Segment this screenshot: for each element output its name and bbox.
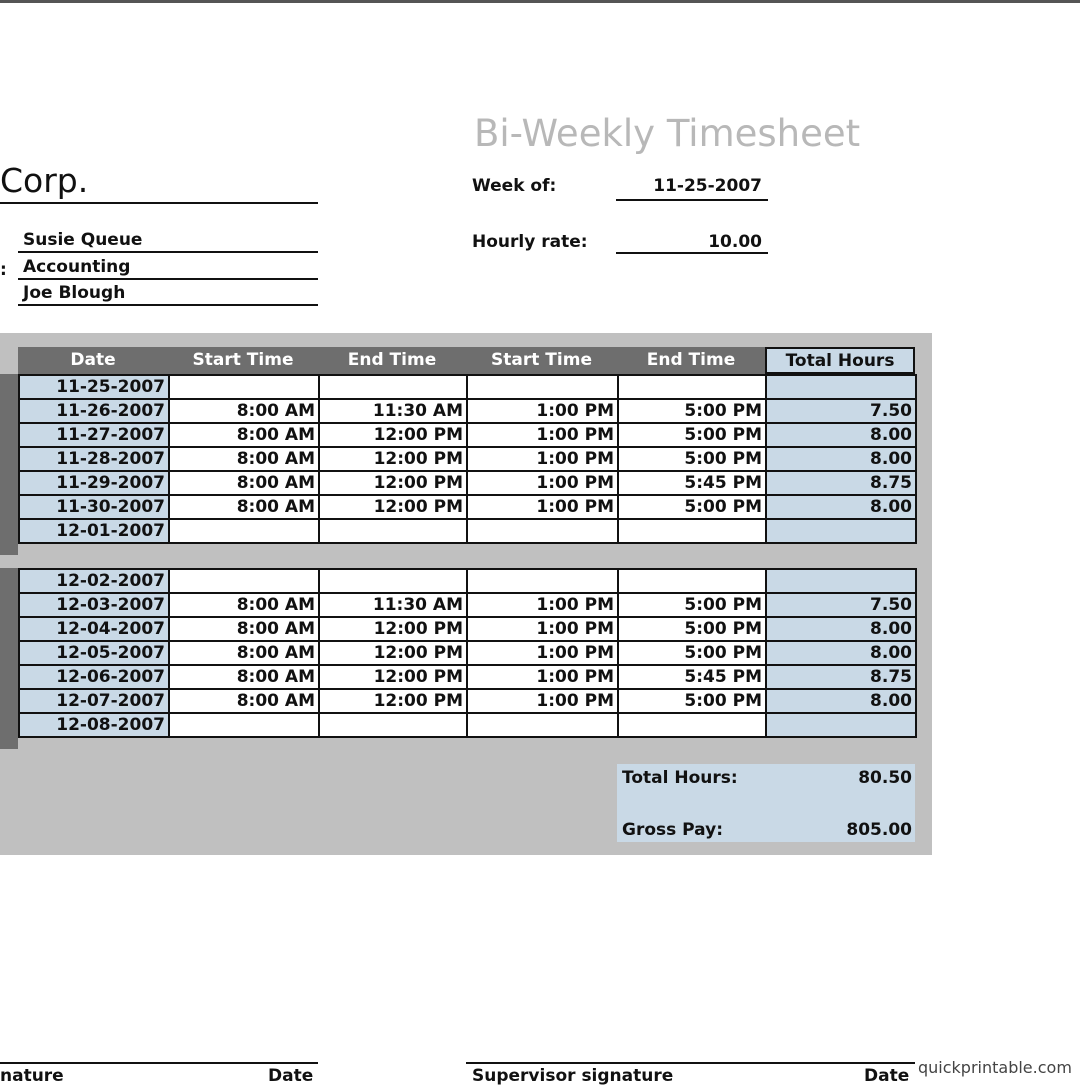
total-hours-cell: 8.75 — [766, 471, 916, 495]
start-time-2-cell[interactable]: 1:00 PM — [467, 447, 618, 471]
start-time-1-cell[interactable]: 8:00 AM — [169, 447, 319, 471]
start-time-2-cell[interactable]: 1:00 PM — [467, 617, 618, 641]
gross-pay-label: Gross Pay: — [622, 820, 724, 840]
department-label-fragment: : — [0, 260, 7, 280]
date-cell: 11-25-2007 — [19, 375, 169, 399]
start-time-2-cell[interactable]: 1:00 PM — [467, 689, 618, 713]
total-hours-label: Total Hours: — [622, 768, 738, 788]
header-total-hours: Total Hours — [765, 347, 915, 374]
employee-date-label: Date — [268, 1066, 314, 1086]
start-time-1-cell[interactable]: 8:00 AM — [169, 665, 319, 689]
start-time-2-cell[interactable]: 1:00 PM — [467, 495, 618, 519]
supervisor-field[interactable]: Joe Blough — [18, 283, 318, 306]
watermark: quickprintable.com — [918, 1058, 1072, 1077]
date-cell: 12-04-2007 — [19, 617, 169, 641]
end-time-1-cell[interactable]: 12:00 PM — [319, 689, 467, 713]
start-time-1-cell[interactable] — [169, 519, 319, 543]
total-hours-cell: 8.00 — [766, 641, 916, 665]
date-cell: 12-01-2007 — [19, 519, 169, 543]
table-row — [19, 375, 916, 399]
end-time-2-cell[interactable]: 5:45 PM — [618, 471, 766, 495]
end-time-2-cell[interactable]: 5:45 PM — [618, 665, 766, 689]
table-row — [19, 471, 916, 495]
date-cell: 12-03-2007 — [19, 593, 169, 617]
total-hours-cell: 8.00 — [766, 617, 916, 641]
end-time-1-cell[interactable]: 12:00 PM — [319, 471, 467, 495]
hourly-rate-value[interactable]: 10.00 — [616, 232, 768, 254]
end-time-1-cell[interactable]: 12:00 PM — [319, 665, 467, 689]
start-time-1-cell[interactable]: 8:00 AM — [169, 641, 319, 665]
total-hours-value: 80.50 — [858, 768, 912, 788]
total-hours-cell — [766, 569, 916, 593]
table-row — [19, 617, 916, 641]
header-start-time-1: Start Time — [168, 347, 318, 374]
start-time-2-cell[interactable]: 1:00 PM — [467, 641, 618, 665]
page-title: Bi-Weekly Timesheet — [474, 112, 861, 155]
date-cell: 12-02-2007 — [19, 569, 169, 593]
week1-sidebar — [0, 374, 18, 555]
week2-table — [18, 568, 917, 738]
table-row — [19, 689, 916, 713]
gross-pay-value: 805.00 — [846, 820, 912, 840]
header-start-time-2: Start Time — [466, 347, 617, 374]
date-cell: 12-08-2007 — [19, 713, 169, 737]
start-time-1-cell[interactable]: 8:00 AM — [169, 423, 319, 447]
start-time-1-cell[interactable]: 8:00 AM — [169, 495, 319, 519]
header-date: Date — [18, 347, 168, 374]
start-time-2-cell[interactable]: 1:00 PM — [467, 399, 618, 423]
start-time-2-cell[interactable]: 1:00 PM — [467, 665, 618, 689]
table-row — [19, 447, 916, 471]
start-time-2-cell[interactable] — [467, 569, 618, 593]
start-time-1-cell[interactable]: 8:00 AM — [169, 617, 319, 641]
supervisor-signature-label: Supervisor signature — [472, 1066, 674, 1086]
week2-sidebar — [0, 568, 18, 749]
start-time-1-cell[interactable]: 8:00 AM — [169, 689, 319, 713]
start-time-1-cell[interactable] — [169, 713, 319, 737]
start-time-2-cell[interactable] — [467, 375, 618, 399]
date-cell: 11-27-2007 — [19, 423, 169, 447]
table-row — [19, 713, 916, 737]
end-time-2-cell[interactable] — [618, 519, 766, 543]
end-time-2-cell[interactable]: 5:00 PM — [618, 399, 766, 423]
department-field[interactable]: Accounting — [18, 257, 318, 280]
end-time-1-cell[interactable]: 12:00 PM — [319, 447, 467, 471]
total-hours-cell: 7.50 — [766, 593, 916, 617]
employee-signature-label: nature — [0, 1066, 64, 1086]
header-end-time-1: End Time — [318, 347, 466, 374]
start-time-1-cell[interactable]: 8:00 AM — [169, 593, 319, 617]
end-time-2-cell[interactable] — [618, 713, 766, 737]
end-time-2-cell[interactable]: 5:00 PM — [618, 423, 766, 447]
total-hours-cell — [766, 519, 916, 543]
table-row — [19, 423, 916, 447]
end-time-1-cell[interactable] — [319, 375, 467, 399]
date-cell: 11-26-2007 — [19, 399, 169, 423]
start-time-1-cell[interactable] — [169, 569, 319, 593]
end-time-1-cell[interactable] — [319, 569, 467, 593]
table-row — [19, 665, 916, 689]
end-time-2-cell[interactable]: 5:00 PM — [618, 641, 766, 665]
table-row — [19, 519, 916, 543]
start-time-2-cell[interactable]: 1:00 PM — [467, 593, 618, 617]
start-time-2-cell[interactable]: 1:00 PM — [467, 471, 618, 495]
end-time-2-cell[interactable]: 5:00 PM — [618, 447, 766, 471]
total-hours-cell — [766, 713, 916, 737]
hourly-rate-label: Hourly rate: — [472, 232, 588, 252]
week-of-label: Week of: — [472, 176, 557, 196]
start-time-2-cell[interactable] — [467, 519, 618, 543]
table-row — [19, 593, 916, 617]
end-time-1-cell[interactable]: 12:00 PM — [319, 423, 467, 447]
end-time-1-cell[interactable]: 11:30 AM — [319, 593, 467, 617]
end-time-1-cell[interactable]: 12:00 PM — [319, 617, 467, 641]
employee-name-field[interactable]: Susie Queue — [18, 230, 318, 253]
start-time-1-cell[interactable] — [169, 375, 319, 399]
supervisor-date-label: Date — [864, 1066, 910, 1086]
end-time-1-cell[interactable] — [319, 519, 467, 543]
end-time-2-cell[interactable] — [618, 375, 766, 399]
header-end-time-2: End Time — [617, 347, 765, 374]
date-cell: 12-07-2007 — [19, 689, 169, 713]
end-time-1-cell[interactable]: 12:00 PM — [319, 641, 467, 665]
table-row — [19, 641, 916, 665]
table-row — [19, 399, 916, 423]
end-time-2-cell[interactable] — [618, 569, 766, 593]
total-hours-cell — [766, 375, 916, 399]
end-time-2-cell[interactable]: 5:00 PM — [618, 617, 766, 641]
end-time-1-cell[interactable]: 12:00 PM — [319, 495, 467, 519]
end-time-2-cell[interactable]: 5:00 PM — [618, 495, 766, 519]
total-hours-cell: 8.75 — [766, 665, 916, 689]
company-name: Corp. — [0, 160, 318, 204]
date-cell: 11-29-2007 — [19, 471, 169, 495]
top-border — [0, 0, 1080, 3]
total-hours-cell: 8.00 — [766, 423, 916, 447]
date-cell: 12-06-2007 — [19, 665, 169, 689]
end-time-1-cell[interactable]: 11:30 AM — [319, 399, 467, 423]
start-time-2-cell[interactable]: 1:00 PM — [467, 423, 618, 447]
end-time-2-cell[interactable]: 5:00 PM — [618, 593, 766, 617]
table-row — [19, 569, 916, 593]
total-hours-cell: 7.50 — [766, 399, 916, 423]
end-time-2-cell[interactable]: 5:00 PM — [618, 689, 766, 713]
date-cell: 11-30-2007 — [19, 495, 169, 519]
total-hours-cell: 8.00 — [766, 447, 916, 471]
employee-signature-line[interactable] — [0, 1062, 318, 1064]
start-time-1-cell[interactable]: 8:00 AM — [169, 399, 319, 423]
table-row — [19, 495, 916, 519]
end-time-1-cell[interactable] — [319, 713, 467, 737]
week1-table — [18, 374, 917, 544]
week-of-value[interactable]: 11-25-2007 — [616, 176, 768, 201]
total-hours-cell: 8.00 — [766, 689, 916, 713]
date-cell: 11-28-2007 — [19, 447, 169, 471]
supervisor-signature-line[interactable] — [466, 1062, 915, 1064]
start-time-1-cell[interactable]: 8:00 AM — [169, 471, 319, 495]
date-cell: 12-05-2007 — [19, 641, 169, 665]
start-time-2-cell[interactable] — [467, 713, 618, 737]
total-hours-cell: 8.00 — [766, 495, 916, 519]
